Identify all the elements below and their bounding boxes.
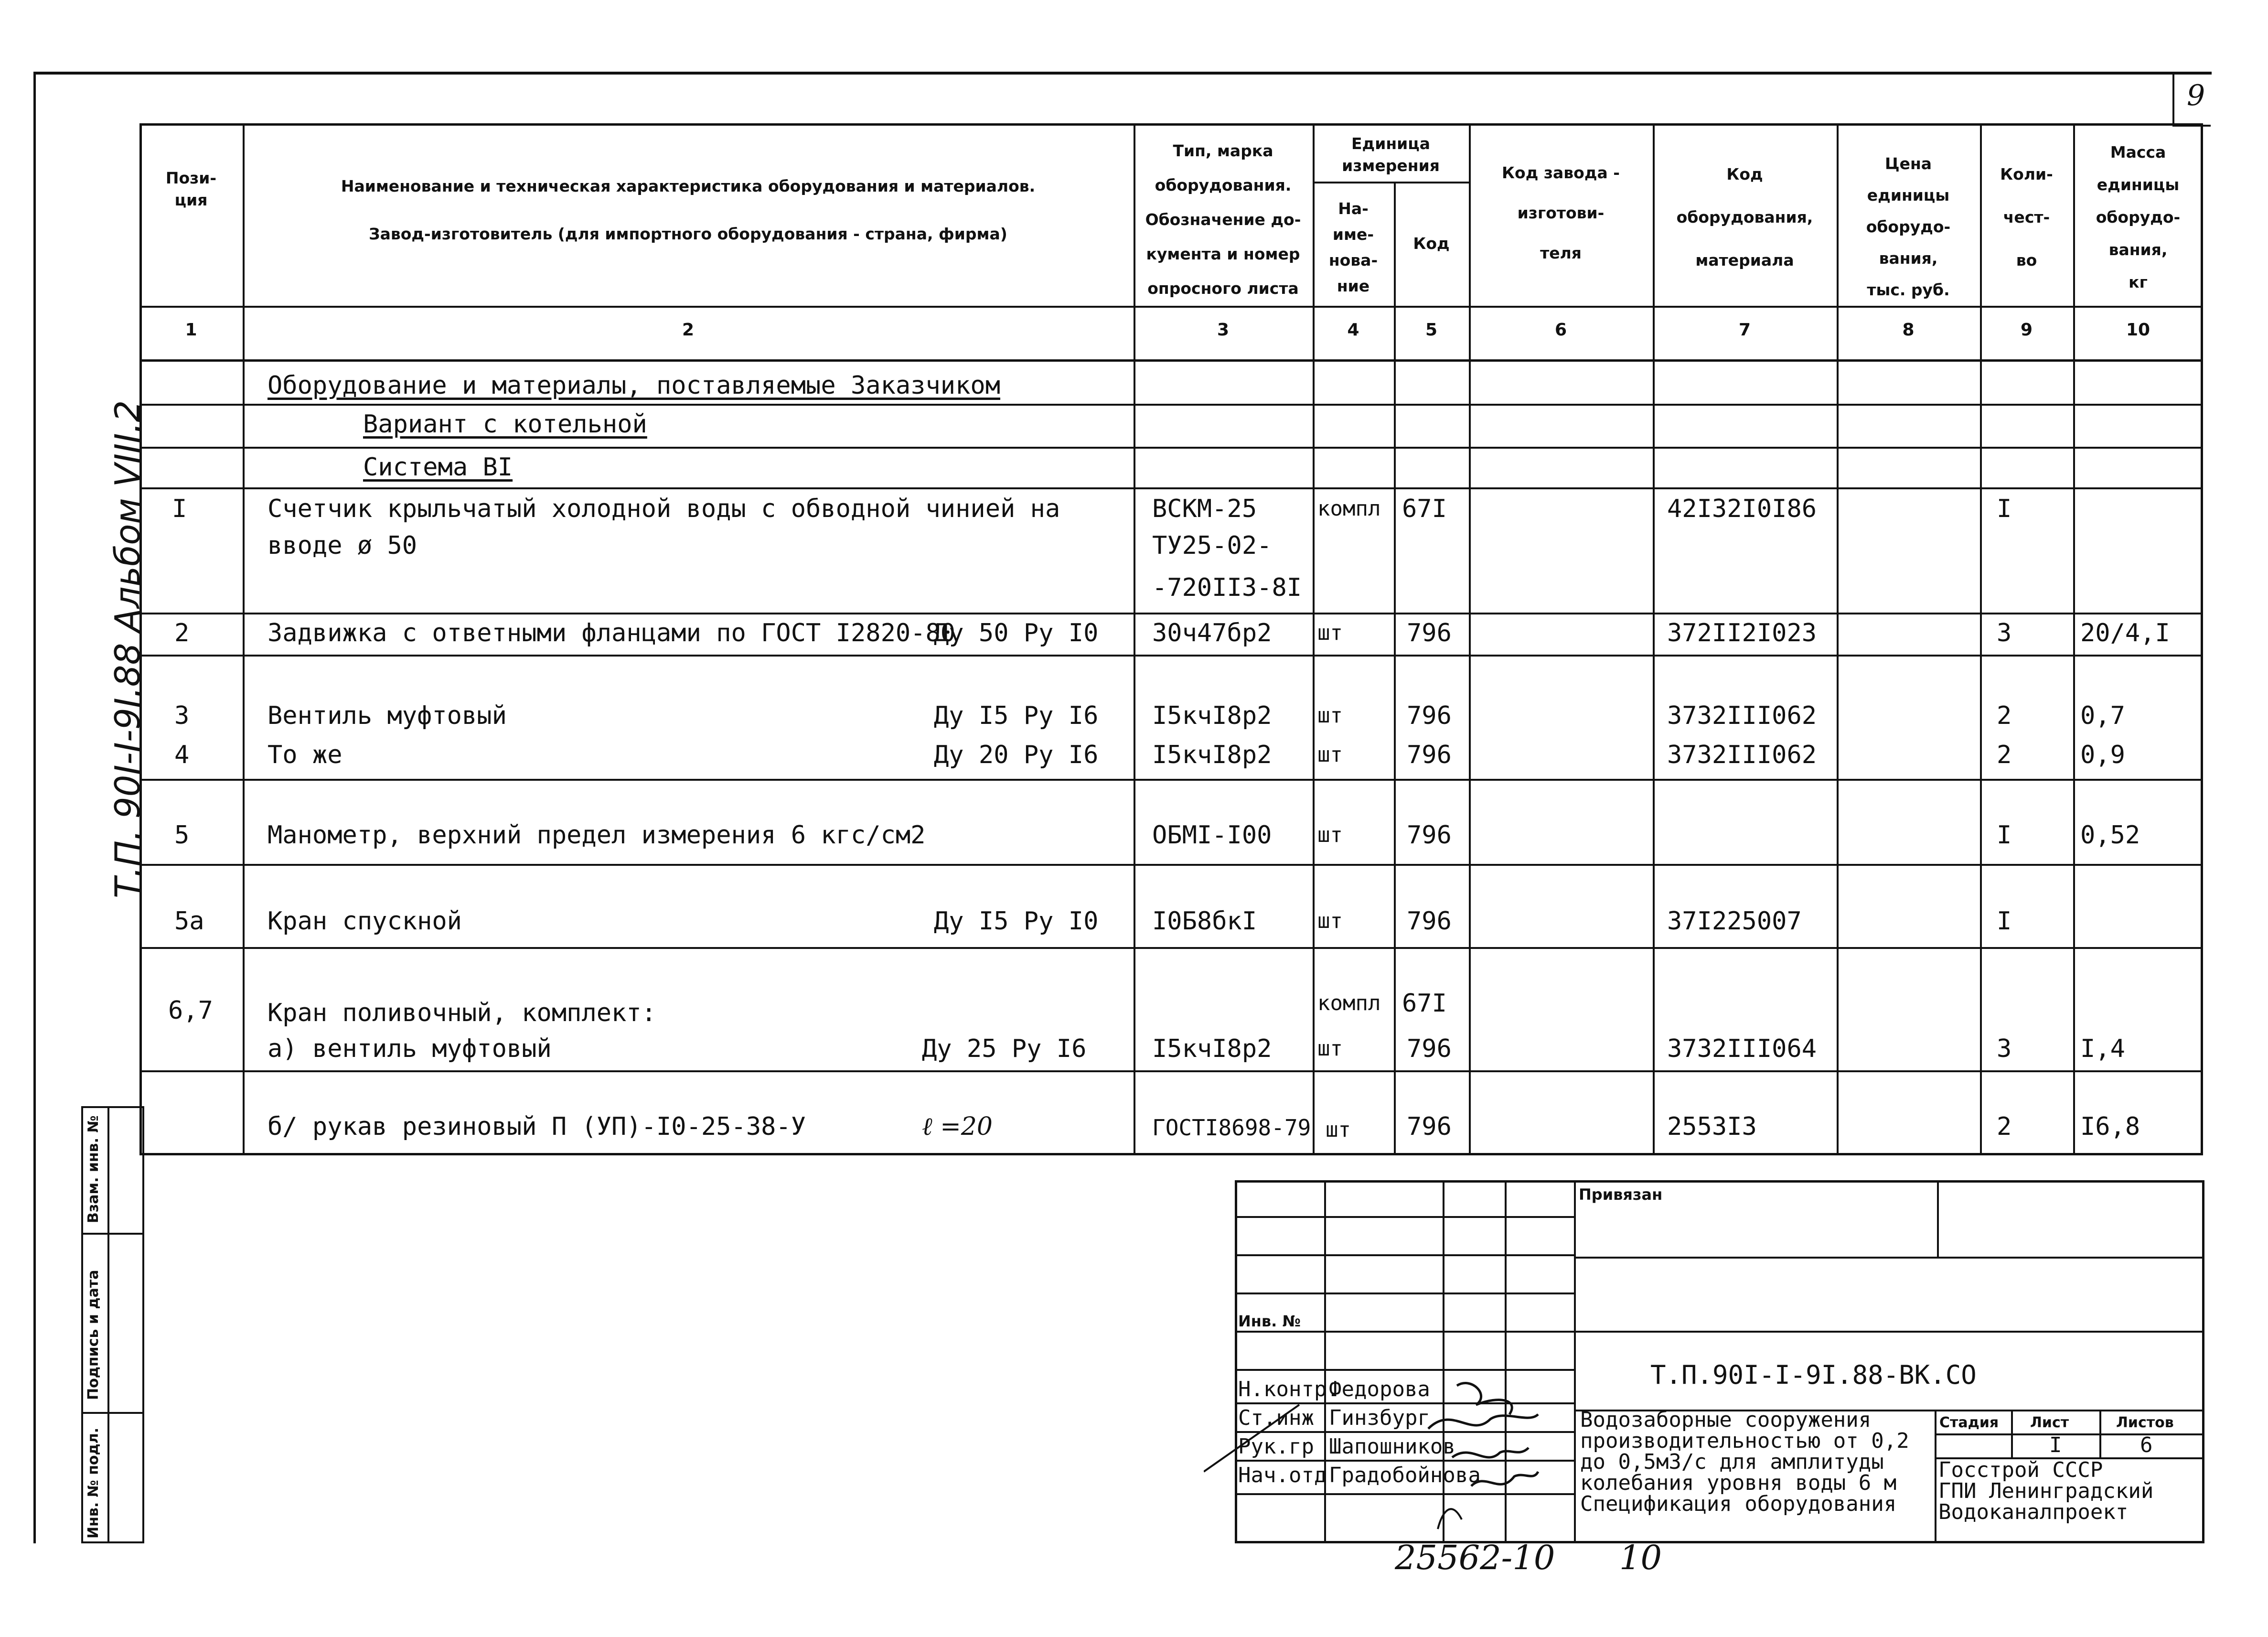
role-label: Ст.инж: [1238, 1406, 1314, 1430]
row-equip-code: 37I225007: [1667, 907, 1802, 936]
role-name: Федорова: [1329, 1377, 1430, 1401]
title-block-row: [1574, 1257, 2204, 1259]
row-unit: шт: [1317, 909, 1343, 933]
title-block-row: [1235, 1331, 2204, 1333]
col-line: [243, 123, 245, 1155]
sheets-label: Листов: [2116, 1414, 2174, 1431]
row-quantity: 3: [1997, 619, 2012, 647]
title-block-row: [1235, 1369, 1574, 1371]
row-spec: Ду I5 Ру I6: [934, 701, 1099, 730]
row-mass: I,4: [2080, 1034, 2125, 1063]
row-spec: Ду 25 Ру I6: [922, 1034, 1087, 1063]
handwritten-album-annotation: Т.П. 90I-I-9I.88 Альбом VIII.2: [107, 400, 148, 898]
row-name: а) вентиль муфтовый: [267, 1034, 552, 1063]
row-line: [139, 655, 2203, 657]
organization: Госстрой СССР ГПИ Ленинградский Водоканалпроект: [1938, 1458, 2154, 1524]
row-quantity: 2: [1997, 741, 2012, 769]
header-col6: Код завода - изготови- теля: [1502, 163, 1620, 262]
row-quantity: I: [1997, 821, 2012, 850]
row-mass: 20/4,I: [2080, 619, 2170, 647]
row-equip-code: 3732III062: [1667, 701, 1817, 730]
row-unit: шт: [1317, 703, 1343, 728]
header-col5: Код: [1413, 234, 1450, 253]
row-type: I5кчI8р2: [1152, 741, 1272, 769]
privyazan-label: Привязан: [1579, 1185, 1663, 1204]
row-name: б/ рукав резиновый П (УП)-I0-25-38-У: [267, 1112, 806, 1141]
col-number: 6: [1554, 320, 1567, 340]
row-code: 796: [1407, 701, 1452, 730]
row-name: Манометр, верхний предел измерения 6 кгс/см2: [267, 821, 926, 850]
row-type-continued: ТУ25-02-: [1152, 531, 1272, 560]
row-unit: шт: [1317, 823, 1343, 847]
header-col2-line1: Наименование и техническая характеристика оборудования и материалов.: [341, 177, 1036, 195]
document-description: Водозаборные сооружения производительностью от 0,2 до 0,5м3/с для амплитуды колебания уровня воды 6 м Спецификация оборудования: [1580, 1408, 1909, 1516]
row-mass: I6,8: [2080, 1112, 2140, 1141]
header-col3: Тип, марка оборудования. Обозначение до- кумента и номер опросного листа: [1145, 141, 1301, 298]
sheets-value: 6: [2140, 1433, 2153, 1457]
title-block-row: [1935, 1433, 2204, 1435]
side-stamp-row: [81, 1412, 144, 1414]
document-code: Т.П.90I-I-9I.88-ВК.СО: [1650, 1360, 1977, 1390]
row-code: 67I: [1402, 495, 1447, 523]
row-spec: Ду 50 Ру I0: [934, 619, 1099, 647]
inv-no-label: Инв. №: [1238, 1312, 1301, 1330]
col-number: 8: [1902, 320, 1915, 340]
row-name: То же: [267, 741, 342, 769]
col-number: 10: [2126, 320, 2150, 340]
row-name: Кран спускной: [267, 907, 462, 936]
header-col4: На- име- нова- ние: [1328, 199, 1378, 295]
header-col10: Масса единицы оборудо- вания, кг: [2096, 143, 2181, 291]
role-label: Рук.гр: [1238, 1434, 1314, 1459]
col-line: [1469, 123, 1471, 1155]
side-stamp-podpis: Подпись и дата: [85, 1270, 102, 1400]
col-number: 1: [185, 320, 197, 340]
row-type: ГОСТI8698-79: [1152, 1115, 1311, 1141]
footer-number: 25562-10: [1395, 1538, 1555, 1577]
row-code: 796: [1407, 741, 1452, 769]
col-number: 5: [1425, 320, 1438, 340]
row-position: 2: [174, 619, 190, 647]
role-label: Н.контр.: [1238, 1377, 1339, 1401]
row-mass: 0,52: [2080, 821, 2140, 850]
header-bottom-line: [139, 306, 2203, 308]
section-title-variant: Вариант с котельной: [363, 410, 647, 439]
row-unit: компл: [1317, 991, 1381, 1015]
section-title-system: Система ВI: [363, 453, 513, 482]
row-quantity: 3: [1997, 1034, 2012, 1063]
row-position: 6,7: [168, 996, 213, 1025]
row-type: I5кчI8р2: [1152, 1034, 1272, 1063]
header-unit: Единица измерения: [1342, 134, 1440, 175]
section-title-customer-supplied: Оборудование и материалы, поставляемые Заказчиком: [267, 371, 1001, 400]
row-type-continued: -720II3-8I: [1152, 573, 1302, 602]
role-label: Нач.отд: [1238, 1463, 1327, 1487]
row-code: 796: [1407, 1034, 1452, 1063]
side-stamp-inv-podl: Инв. № подл.: [85, 1427, 102, 1539]
row-code: 67I: [1402, 989, 1447, 1018]
title-block-divider: [1937, 1180, 1939, 1257]
role-name: Градобойнова: [1329, 1463, 1481, 1487]
title-block-row: [1235, 1216, 1574, 1218]
row-equip-code: 42I32I0I86: [1667, 495, 1817, 523]
row-code: 796: [1407, 907, 1452, 936]
side-stamp-row: [81, 1233, 144, 1235]
title-block-row: [1235, 1254, 1574, 1256]
row-quantity: I: [1997, 495, 2012, 523]
row-line: [139, 487, 2203, 489]
row-position: 5а: [174, 907, 204, 936]
row-type: ВСКМ-25: [1152, 495, 1257, 523]
row-type: ОБМI-I00: [1152, 821, 1272, 850]
row-unit: шт: [1317, 621, 1343, 645]
row-mass: 0,7: [2080, 701, 2125, 730]
col-number: 2: [682, 320, 695, 340]
row-name: Счетчик крыльчатый холодной воды с обводной чинией на: [267, 495, 1060, 523]
col-number: 9: [2020, 320, 2033, 340]
row-name: Вентиль муфтовый: [267, 701, 507, 730]
side-stamp-divider: [107, 1106, 109, 1543]
header-col9: Коли- чест- во: [2000, 165, 2053, 269]
header-col8: Цена единицы оборудо- вания, тыс. руб.: [1866, 154, 1951, 299]
col-number: 4: [1347, 320, 1359, 340]
footer-number-secondary: 10: [1619, 1538, 1662, 1577]
sheet-value: I: [2049, 1433, 2062, 1457]
row-spec: Ду I5 Ру I0: [934, 907, 1099, 936]
row-line: [139, 779, 2203, 781]
row-unit: шт: [1317, 743, 1343, 767]
row-position: 5: [174, 821, 190, 850]
row-quantity: 2: [1997, 1112, 2012, 1141]
row-line: [139, 404, 2203, 406]
row-code: 796: [1407, 1112, 1452, 1141]
row-spec: ℓ =20: [922, 1112, 993, 1141]
unit-subheader-line: [1313, 182, 1469, 183]
row-equip-code: 2553I3: [1667, 1112, 1757, 1141]
row-type: I0Б8бкI: [1152, 907, 1257, 936]
outer-left-line: [33, 72, 36, 1543]
title-block-divider: [1935, 1410, 1936, 1543]
row-code: 796: [1407, 619, 1452, 647]
row-code: 796: [1407, 821, 1452, 850]
page-number: 9: [2187, 79, 2205, 112]
row-spec: Ду 20 Ру I6: [934, 741, 1099, 769]
row-equip-code: 372II2I023: [1667, 619, 1817, 647]
stage-label: Стадия: [1939, 1414, 1999, 1431]
row-mass: 0,9: [2080, 741, 2125, 769]
outer-top-line: [33, 72, 2212, 75]
header-col7: Код оборудования, материала: [1676, 165, 1813, 269]
row-type: I5кчI8р2: [1152, 701, 1272, 730]
col-number: 3: [1217, 320, 1230, 340]
row-equip-code: 3732III064: [1667, 1034, 1817, 1063]
row-name: Кран поливочный, комплект:: [267, 999, 656, 1027]
row-unit: компл: [1317, 496, 1381, 521]
side-stamp-vzam: Взам. инв. №: [85, 1115, 102, 1223]
row-name-continued: вводе ø 50: [267, 531, 417, 560]
row-name: Задвижка с ответными фланцами по ГОСТ I2820-80: [267, 619, 956, 647]
row-line: [139, 864, 2203, 866]
title-block-row: [1235, 1292, 1574, 1294]
row-line: [139, 613, 2203, 614]
sheet-label: Лист: [2030, 1414, 2069, 1431]
row-quantity: I: [1997, 907, 2012, 936]
row-position: 4: [174, 741, 190, 769]
role-name: Гинзбург: [1329, 1406, 1430, 1430]
header-col1: Пози- ция: [165, 169, 217, 209]
row-position: I: [172, 495, 187, 523]
row-line: [139, 1070, 2203, 1072]
row-type: 30ч47бр2: [1152, 619, 1272, 647]
numbers-bottom-line: [139, 359, 2203, 362]
row-unit: шт: [1326, 1118, 1351, 1142]
row-line: [139, 947, 2203, 949]
row-unit: шт: [1317, 1036, 1343, 1061]
row-line: [139, 447, 2203, 449]
col-number: 7: [1738, 320, 1751, 340]
row-equip-code: 3732III062: [1667, 741, 1817, 769]
role-name: Шапошников: [1329, 1434, 1455, 1459]
row-position: 3: [174, 701, 190, 730]
row-quantity: 2: [1997, 701, 2012, 730]
header-col2-line2: Завод-изготовитель (для импортного оборудования - страна, фирма): [369, 225, 1007, 243]
signature-scribbles: [1204, 1376, 1595, 1534]
